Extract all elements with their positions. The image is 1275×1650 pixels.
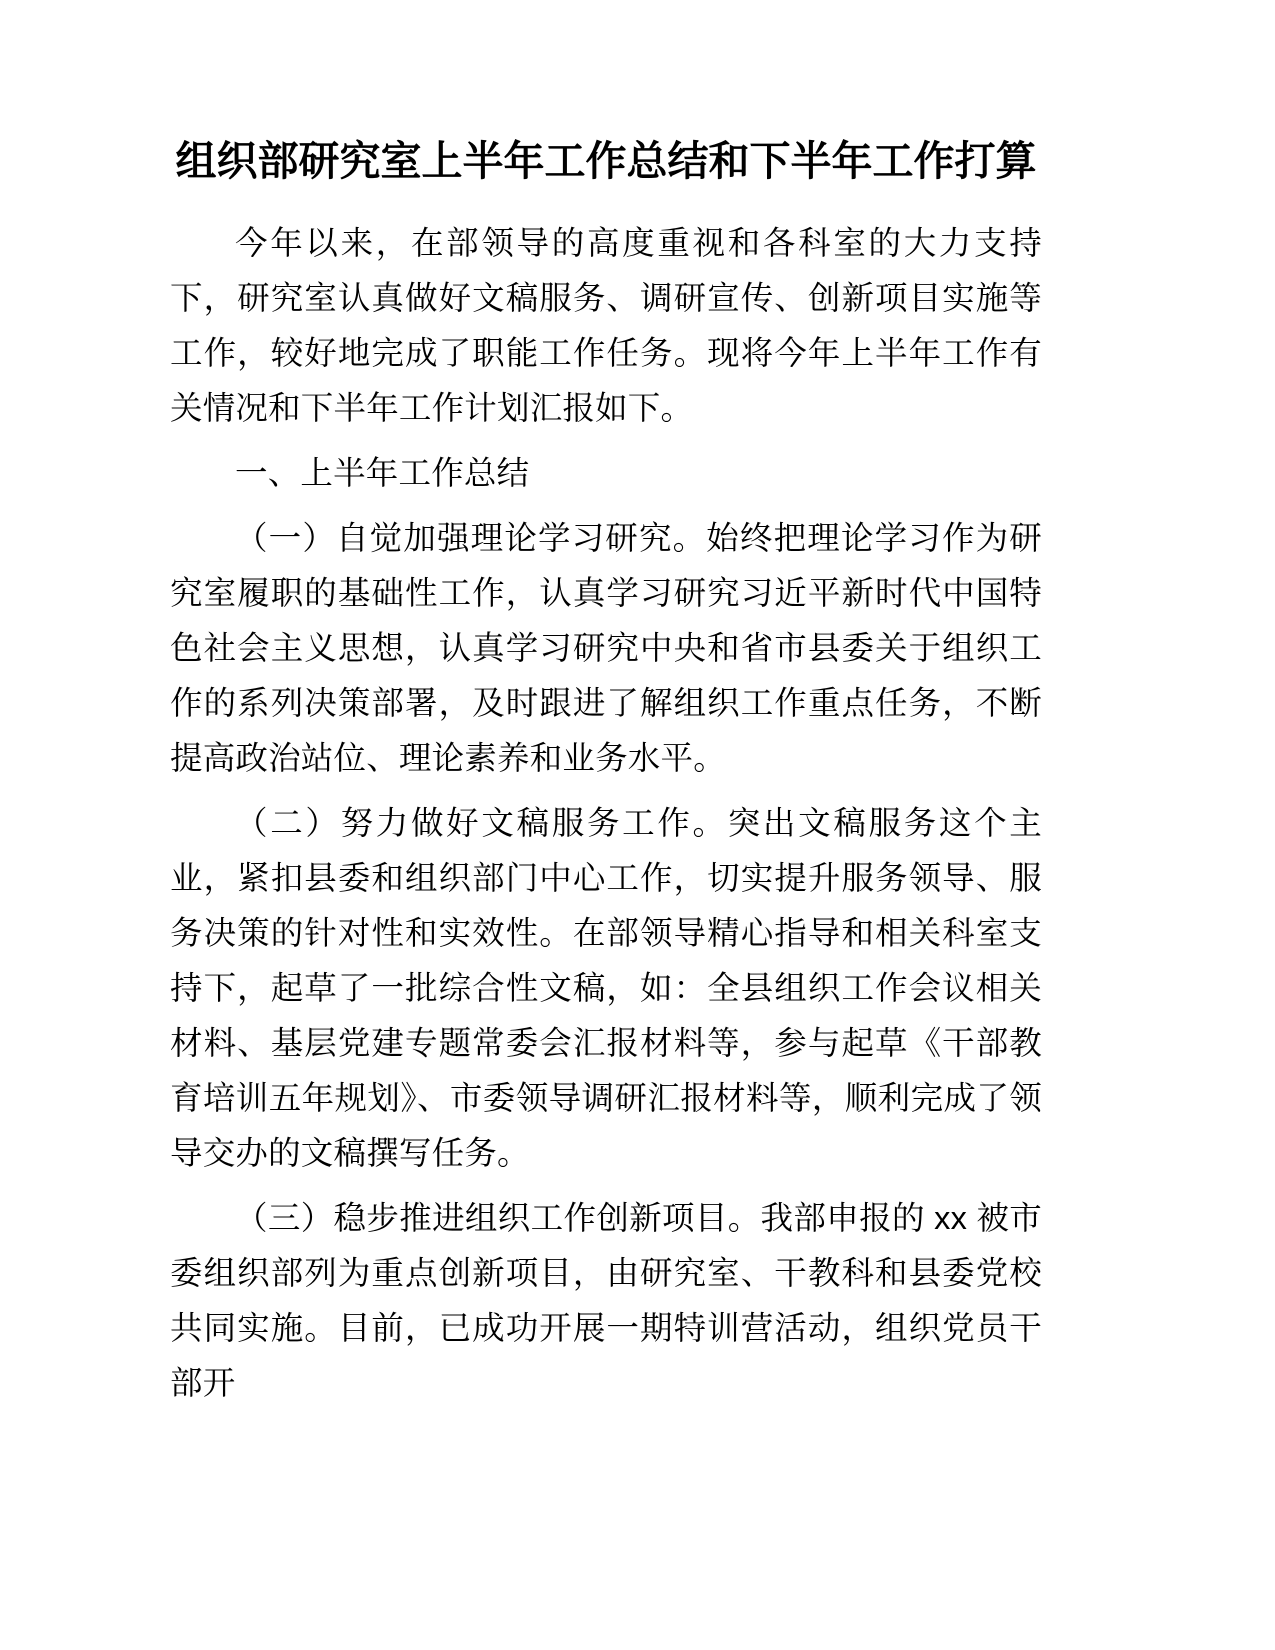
document-content [170,130,1042,1411]
paragraph-intro: 今年以来，在部领导的高度重视和各科室的大力支持下，研究室认真做好文稿服务、调研宣传、创新项目实施等工作，较好地完成了职能工作任务。现将今年上半年工作有关情况和下半年工作计划汇报如下。 [170,225,1042,426]
paragraph-item-1: （一）自觉加强理论学习研究。始终把理论学习作为研究室履职的基础性工作，认真学习研究习近平新时代中国特色社会主义思想，认真学习研究中央和省市县委关于组织工作的系列决策部署，及时跟进了解组织工作重点任务，不断提高政治站位、理论素养和业务水平。 [170,520,1042,776]
section-heading-1: 一、上半年工作总结 [235,455,530,491]
page-title: 组织部研究室上半年工作总结和下半年工作打算 [175,138,1037,184]
paragraph-item-2: （二）努力做好文稿服务工作。突出文稿服务这个主业，紧扣县委和组织部门中心工作，切实提升服务领导、服务决策的针对性和实效性。在部领导精心指导和相关科室支持下，起草了一批综合性文稿，如：全县组织工作会议相关材料、基层党建专题常委会汇报材料等，参与起草《干部教育培训五年规划》、市委领导调研汇报材料等，顺利完成了领导交办的文稿撰写任务。 [170,805,1042,1171]
paragraph-item-3: （三）稳步推进组织工作创新项目。我部申报的 xx 被市委组织部列为重点创新项目，由研究室、干教科和县委党校共同实施。目前，已成功开展一期特训营活动，组织党员干部开 [170,1200,1042,1401]
